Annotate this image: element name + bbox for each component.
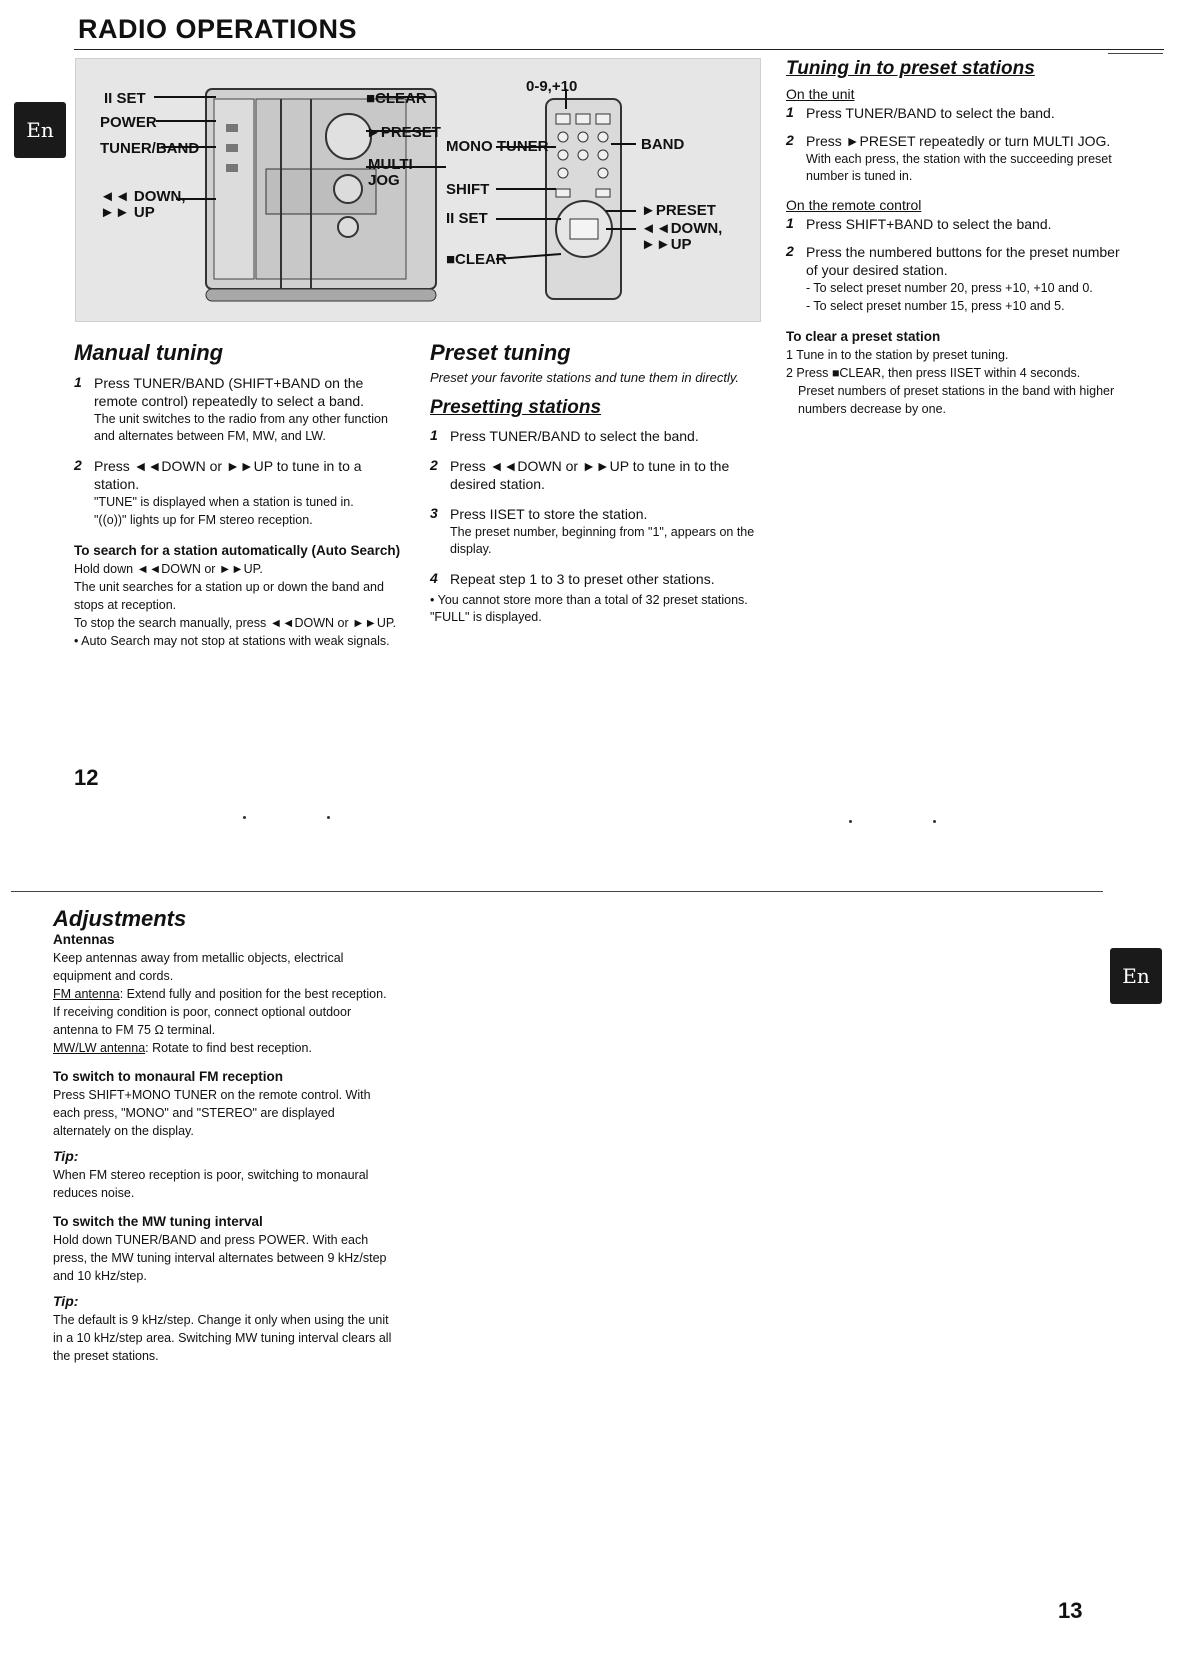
header-rule bbox=[74, 49, 1164, 50]
preset-tuning-heading: Preset tuning bbox=[430, 340, 571, 365]
remote-step-1 bbox=[786, 215, 1126, 233]
manual-step-1 bbox=[74, 374, 409, 445]
step-note: - To select preset number 15, press +10 and 5. bbox=[806, 299, 1065, 313]
remote-preset-label: ►PRESET bbox=[641, 202, 716, 219]
mono-tuner-label: MONO TUNER bbox=[446, 138, 549, 155]
page-number-left: 12 bbox=[74, 765, 99, 790]
manual-tuning-heading: Manual tuning bbox=[74, 340, 224, 365]
mw-interval-heading: To switch the MW tuning interval bbox=[53, 1214, 263, 1229]
auto-search-line: To stop the search manually, press ◄◄DOWN or ►►UP. bbox=[74, 616, 397, 630]
tip-text: When FM stereo reception is poor, switching to monaural reduces noise. bbox=[53, 1168, 369, 1200]
manual-tuning-section bbox=[74, 340, 409, 650]
step-text: Press TUNER/BAND to select the band. bbox=[806, 105, 1055, 121]
preset-tuning-section bbox=[430, 340, 760, 626]
page-divider bbox=[11, 891, 1103, 892]
fm-antenna-para bbox=[53, 985, 393, 1039]
remote-step-2 bbox=[786, 243, 1126, 315]
clear-preset-line: Preset numbers of preset stations in the band with higher numbers decrease by one. bbox=[798, 384, 1115, 416]
remote-down-label: ◄◄DOWN, bbox=[641, 220, 723, 237]
tuning-presets-section bbox=[786, 58, 1126, 418]
mono-text: Press SHIFT+MONO TUNER on the remote control. With each press, "MONO" and "STEREO" are displayed alternately on the display. bbox=[53, 1088, 371, 1138]
remote-shift-label: SHIFT bbox=[446, 181, 490, 198]
adjustments-section bbox=[53, 906, 393, 1365]
remote-control-drawing bbox=[546, 99, 621, 299]
step-number: 2 bbox=[74, 457, 82, 473]
tip-label: Tip: bbox=[53, 1293, 79, 1309]
remote-clear-label: ■CLEAR bbox=[446, 251, 507, 268]
clear-label: ■CLEAR bbox=[366, 90, 427, 107]
on-unit-heading: On the unit bbox=[786, 86, 855, 102]
preset-step-1 bbox=[430, 427, 760, 445]
remote-number-buttons-label: 0-9,+10 bbox=[526, 78, 578, 95]
step-number: 1 bbox=[786, 215, 794, 231]
page-number-right: 13 bbox=[1058, 1598, 1083, 1623]
step-number: 1 bbox=[430, 427, 438, 443]
step-number: 3 bbox=[430, 505, 438, 521]
language-tab-left: En bbox=[14, 102, 66, 158]
remote-up-label: ►►UP bbox=[641, 236, 692, 253]
remote-set-label: II SET bbox=[446, 210, 488, 227]
step-note: With each press, the station with the succeeding preset number is tuned in. bbox=[806, 152, 1112, 183]
auto-search-heading: To search for a station automatically (Auto Search) bbox=[74, 543, 401, 558]
mw-antenna-label: MW/LW antenna bbox=[53, 1041, 146, 1055]
on-remote-heading: On the remote control bbox=[786, 197, 922, 213]
step-number: 2 bbox=[786, 243, 794, 259]
step-number: 2 bbox=[786, 132, 794, 148]
preset-limit-note: • You cannot store more than a total of 32 preset stations. "FULL" is displayed. bbox=[430, 593, 748, 624]
manual-step-2 bbox=[74, 457, 409, 529]
preset-tuning-subtitle: Preset your favorite stations and tune them in directly. bbox=[430, 370, 740, 385]
unit-and-remote-illustration bbox=[76, 59, 760, 321]
mw-antenna-text: : Rotate to find best reception. bbox=[145, 1041, 312, 1055]
step-note: The unit switches to the radio from any other function and alternates between FM, MW, and LW. bbox=[94, 412, 388, 443]
down-label: ◄◄ DOWN, bbox=[100, 188, 186, 205]
unit-step-2 bbox=[786, 132, 1126, 185]
tuning-presets-heading: Tuning in to preset stations bbox=[786, 58, 1035, 79]
adjustments-heading: Adjustments bbox=[53, 906, 187, 931]
up-label: ►► UP bbox=[100, 204, 155, 221]
mono-heading: To switch to monaural FM reception bbox=[53, 1069, 284, 1084]
power-label: POWER bbox=[100, 114, 157, 131]
clear-preset-line: 2 Press ■CLEAR, then press IISET within 4 seconds. bbox=[786, 366, 1081, 380]
step-text: Press TUNER/BAND to select the band. bbox=[450, 428, 699, 444]
auto-search-line: • Auto Search may not stop at stations with weak signals. bbox=[74, 634, 390, 648]
antennas-text: Keep antennas away from metallic objects, electrical equipment and cords. bbox=[53, 951, 344, 983]
header-rule-right bbox=[1108, 53, 1163, 54]
stereo-unit-drawing bbox=[206, 89, 436, 301]
remote-band-label: BAND bbox=[641, 136, 685, 153]
scan-dot bbox=[327, 816, 330, 819]
step-number: 4 bbox=[430, 570, 438, 586]
step-text: Press SHIFT+BAND to select the band. bbox=[806, 216, 1052, 232]
tuner-band-label: TUNER/BAND bbox=[100, 140, 200, 157]
auto-search-line: Hold down ◄◄DOWN or ►►UP. bbox=[74, 562, 263, 576]
jog-label: JOG bbox=[368, 172, 400, 189]
multi-label: MULTI bbox=[368, 156, 413, 173]
preset-step-2 bbox=[430, 457, 760, 493]
scan-dot bbox=[849, 820, 852, 823]
step-note: The preset number, beginning from "1", appears on the display. bbox=[450, 525, 755, 556]
step-text: Press the numbered buttons for the preset number of your desired station. bbox=[806, 244, 1120, 278]
scan-dot bbox=[933, 820, 936, 823]
radio-controls-figure bbox=[75, 58, 761, 322]
unit-step-1 bbox=[786, 104, 1126, 122]
step-number: 1 bbox=[786, 104, 794, 120]
clear-preset-line: 1 Tune in to the station by preset tuning. bbox=[786, 348, 1009, 362]
set-label: II SET bbox=[104, 90, 146, 107]
clear-preset-heading: To clear a preset station bbox=[786, 329, 941, 344]
step-text: Press ►PRESET repeatedly or turn MULTI JOG. bbox=[806, 133, 1111, 149]
step-text: Repeat step 1 to 3 to preset other stations. bbox=[450, 571, 715, 587]
mw-interval-text: Hold down TUNER/BAND and press POWER. With each press, the MW tuning interval alternates between 9 kHz/step and 10 kHz/step. bbox=[53, 1233, 387, 1283]
step-number: 2 bbox=[430, 457, 438, 473]
fm-antenna-text: : Extend fully and position for the best reception. If receiving condition is poor, connect optional outdoor antenna to FM 75 Ω terminal. bbox=[53, 987, 387, 1037]
scan-dot bbox=[243, 816, 246, 819]
step-note: "TUNE" is displayed when a station is tuned in. bbox=[94, 495, 354, 509]
language-tab-right: En bbox=[1110, 948, 1162, 1004]
tip-text: The default is 9 kHz/step. Change it only when using the unit in a 10 kHz/step area. Switching MW tuning interval clears all the preset stations. bbox=[53, 1313, 392, 1363]
preset-label: ►PRESET bbox=[366, 124, 441, 141]
presetting-stations-heading: Presetting stations bbox=[430, 397, 602, 418]
step-number: 1 bbox=[74, 374, 82, 390]
step-note: "((o))" lights up for FM stereo reception. bbox=[94, 513, 313, 527]
mw-antenna-para bbox=[53, 1039, 393, 1057]
auto-search-line: The unit searches for a station up or down the band and stops at reception. bbox=[74, 580, 384, 612]
step-note: - To select preset number 20, press +10, +10 and 0. bbox=[806, 281, 1093, 295]
tip-label: Tip: bbox=[53, 1148, 79, 1164]
page-title: RADIO OPERATIONS bbox=[78, 14, 358, 44]
preset-step-4 bbox=[430, 570, 760, 588]
antennas-heading: Antennas bbox=[53, 932, 115, 947]
step-text: Press ◄◄DOWN or ►►UP to tune in to the desired station. bbox=[450, 458, 730, 492]
preset-step-3 bbox=[430, 505, 760, 558]
fm-antenna-label: FM antenna bbox=[53, 987, 120, 1001]
step-text: Press IISET to store the station. bbox=[450, 506, 648, 522]
step-text: Press ◄◄DOWN or ►►UP to tune in to a station. bbox=[94, 458, 362, 492]
step-text: Press TUNER/BAND (SHIFT+BAND on the remote control) repeatedly to select a band. bbox=[94, 375, 365, 409]
